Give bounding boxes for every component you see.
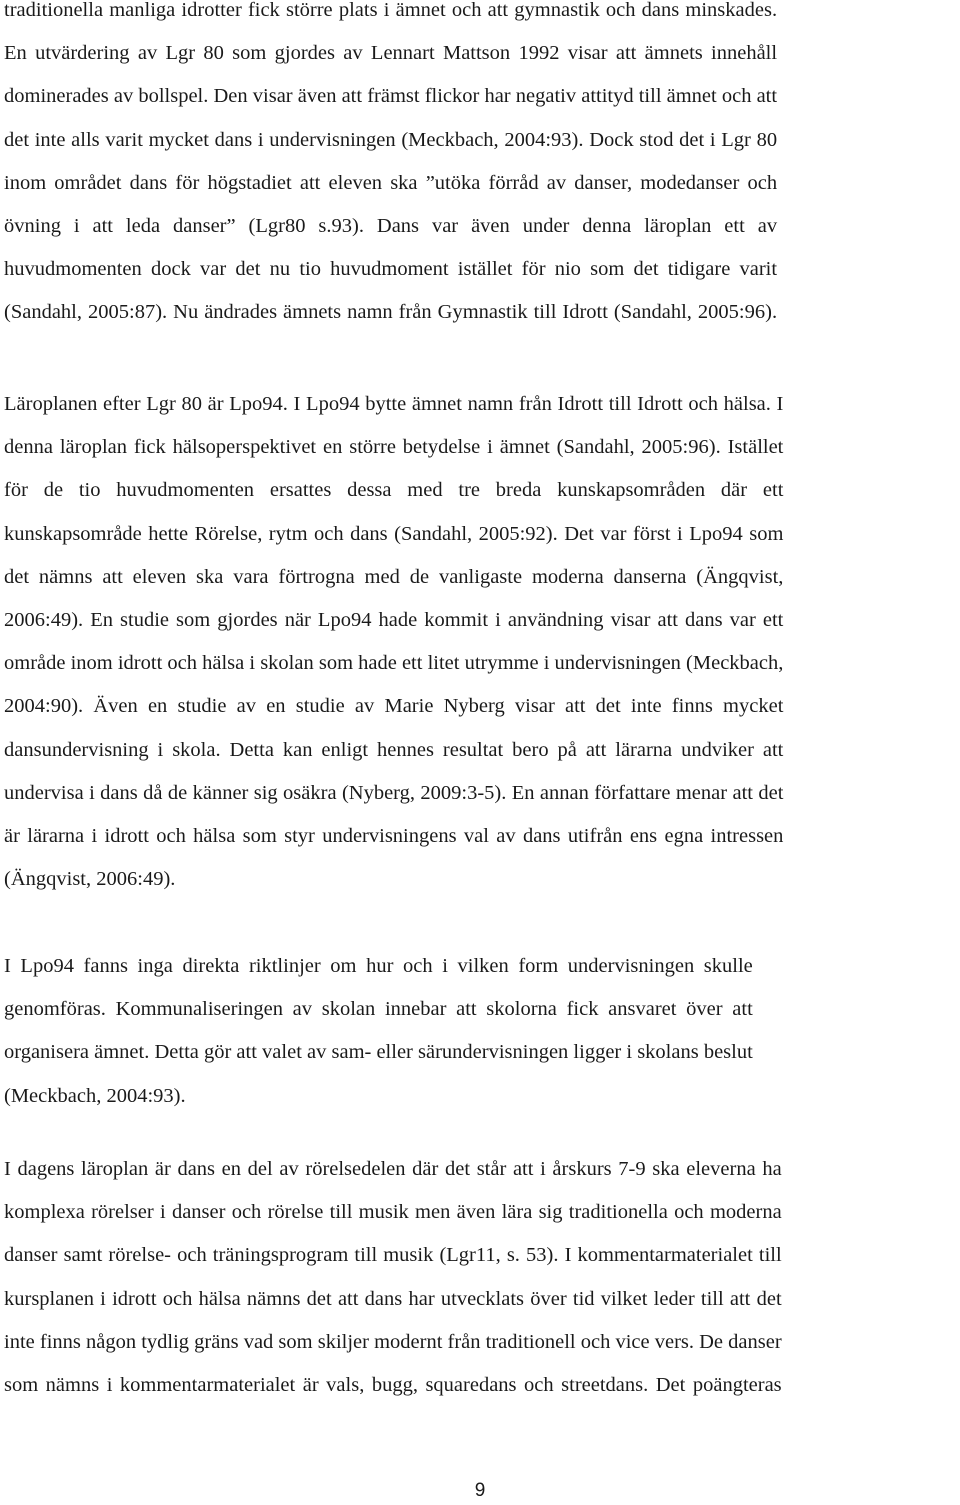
page-number: 9	[474, 1480, 486, 1501]
text-line: inte finns någon tydlig gräns vad som skiljer modernt från traditionell och vice vers. De danser	[4, 1330, 782, 1353]
text-line: denna läroplan fick hälsoperspektivet en större betydelse i ämnet (Sandahl, 2005:96). Istället	[4, 436, 784, 459]
paragraph-2	[4, 383, 783, 901]
text-line: som nämns i kommentarmaterialet är vals, bugg, squaredans och streetdans. Det poängteras	[4, 1374, 782, 1397]
text-line: komplexa rörelser i danser och rörelse till musik men även lära sig traditionella och moderna	[4, 1201, 782, 1224]
text-line: kursplanen i idrott och hälsa nämns det att dans har utvecklats över tid vilket leder till att det	[4, 1287, 782, 1310]
text-line: I Lpo94 fanns inga direkta riktlinjer om hur och i vilken form undervisningen skulle	[4, 955, 753, 977]
text-line: är lärarna i idrott och hälsa som styr undervisningens val av dans utifrån ens egna intressen	[4, 825, 784, 848]
text-line: En utvärdering av Lgr 80 som gjordes av Lennart Mattson 1992 visar att ämnets innehåll	[4, 42, 778, 65]
text-line: genomföras. Kommunaliseringen av skolan innebar att skolorna fick ansvaret över att	[4, 998, 753, 1021]
text-line: kunskapsområde hette Rörelse, rytm och dans (Sandahl, 2005:92). Det var först i Lpo94 som	[4, 522, 784, 545]
text-line: (Ängqvist, 2006:49).	[4, 868, 176, 891]
text-line: 2006:49). En studie som gjordes när Lpo94 hade kommit i användning visar att dans var ett	[4, 609, 784, 632]
paragraph-4	[4, 1148, 782, 1407]
text-line: övning i att leda danser” (Lgr80 s.93). Dans var även under denna läroplan ett av	[4, 215, 778, 238]
text-line: inom området dans för högstadiet att eleven ska ”utöka förråd av danser, modedanser och	[4, 171, 778, 194]
text-line: organisera ämnet. Detta gör att valet av sam- eller särundervisningen ligger i skolans beslut	[4, 1041, 753, 1064]
text-line: område inom idrott och hälsa i skolan som hade ett litet utrymme i undervisningen (Meckbach,	[4, 652, 784, 675]
text-line: 2004:90). Även en studie av en studie av Marie Nyberg visar att det inte finns mycket	[4, 695, 784, 718]
paragraph-3	[4, 945, 753, 1118]
text-line: danser samt rörelse- och träningsprogram till musik (Lgr11, s. 53). I kommentarmaterialet till	[4, 1244, 782, 1267]
text-line: det nämns att eleven ska vara förtrogna med de vanligaste moderna danserna (Ängqvist,	[4, 565, 784, 588]
text-line: traditionella manliga idrotter fick större plats i ämnet och att gymnastik och dans minskades.	[4, 0, 778, 21]
text-line: (Meckbach, 2004:93).	[4, 1084, 186, 1107]
paragraph-1	[4, 0, 777, 335]
text-line: huvudmomenten dock var det nu tio huvudmoment istället för nio som det tidigare varit	[4, 258, 778, 281]
text-line: Läroplanen efter Lgr 80 är Lpo94. I Lpo94 bytte ämnet namn från Idrott till Idrott och hälsa. I	[4, 393, 784, 415]
text-line: I dagens läroplan är dans en del av rörelsedelen där det står att i årskurs 7-9 ska eleverna ha	[4, 1158, 782, 1180]
text-line: (Sandahl, 2005:87). Nu ändrades ämnets namn från Gymnastik till Idrott (Sandahl, 2005:96).	[4, 301, 778, 324]
text-line: för de tio huvudmomenten ersattes dessa med tre breda kunskapsområden där ett	[4, 479, 784, 502]
text-line: det inte alls varit mycket dans i undervisningen (Meckbach, 2004:93). Dock stod det i Lgr 80	[4, 128, 778, 151]
text-line: undervisa i dans då de känner sig osäkra (Nyberg, 2009:3-5). En annan författare menar att det	[4, 781, 784, 804]
text-line: dansundervisning i skola. Detta kan enligt hennes resultat bero på att lärarna undviker att	[4, 738, 784, 761]
text-line: dominerades av bollspel. Den visar även att främst flickor har negativ attityd till ämnet och att	[4, 85, 778, 108]
